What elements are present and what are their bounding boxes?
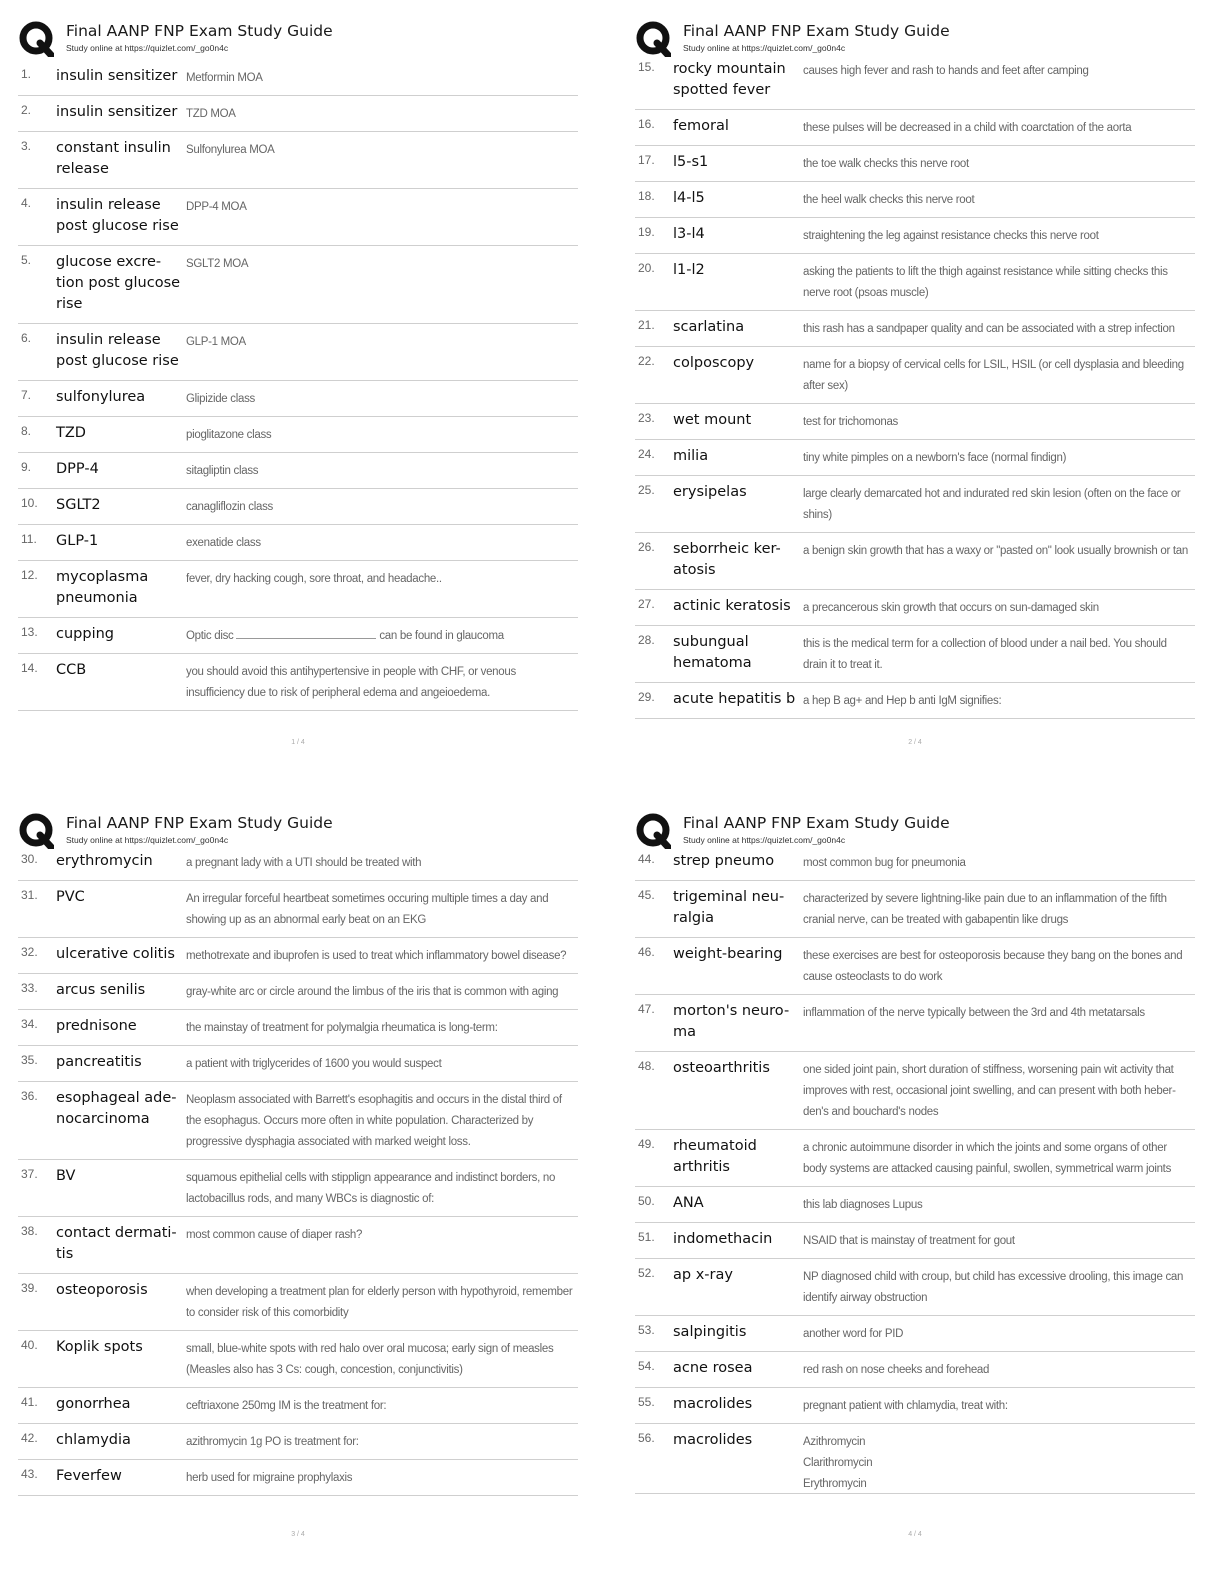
card-term: trigeminal neu-ralgia bbox=[673, 889, 785, 926]
card-term: rocky mountain spotted fever bbox=[673, 61, 786, 98]
card-term: Feverfew bbox=[56, 1468, 122, 1484]
quizlet-logo-icon bbox=[18, 813, 54, 849]
flashcard-row bbox=[18, 1331, 578, 1388]
document-title: Final AANP FNP Exam Study Guide bbox=[66, 22, 333, 40]
card-definition: a patient with triglycerides of 1600 you would suspect bbox=[186, 1058, 442, 1070]
card-definition: Neoplasm associated with Barrett's esophagitis and occurs in the distal third of the esophagus. Occurs more often in white population. Characterized by progressive dysphagia associated with marked weight loss. bbox=[186, 1094, 562, 1148]
card-number: 36. bbox=[21, 1089, 38, 1103]
card-term: insulin release post glucose rise bbox=[56, 332, 179, 369]
card-definition: causes high fever and rash to hands and feet after camping bbox=[803, 65, 1089, 77]
card-definition: one sided joint pain, short duration of stiffness, worsening pain wit activity that improves with rest, occasional joint swelling, and can present with both heber-den's and bouchard's nodes bbox=[803, 1064, 1176, 1118]
page-number-1: 1 / 4 bbox=[291, 739, 305, 746]
card-term: macrolides bbox=[673, 1396, 753, 1412]
card-number: 21. bbox=[638, 318, 655, 332]
card-number: 1. bbox=[21, 67, 32, 81]
flashcard-row bbox=[635, 1130, 1195, 1187]
card-number: 10. bbox=[21, 496, 38, 510]
card-number: 53. bbox=[638, 1323, 655, 1337]
card-number: 5. bbox=[21, 253, 32, 267]
card-number: 2. bbox=[21, 103, 32, 117]
card-definition: inflammation of the nerve typically between the 3rd and 4th metatarsals bbox=[803, 1007, 1145, 1019]
card-term: ap x-ray bbox=[673, 1267, 733, 1283]
flashcard-row bbox=[18, 974, 578, 1010]
card-definition: these exercises are best for osteoporosis because they bang on the bones and cause osteoclasts to do work bbox=[803, 950, 1183, 983]
flashcard-row bbox=[18, 845, 578, 881]
card-number: 14. bbox=[21, 661, 38, 675]
flashcard-row bbox=[635, 440, 1195, 476]
study-guide-page-1 bbox=[18, 20, 580, 699]
flashcard-row bbox=[635, 1388, 1195, 1424]
card-term: l1-l2 bbox=[673, 262, 705, 278]
page-number-2: 2 / 4 bbox=[908, 739, 922, 746]
card-definition: Metformin MOA bbox=[186, 72, 263, 84]
card-number: 44. bbox=[638, 852, 655, 866]
document-subtitle: Study online at https://quizlet.com/_go0n4c bbox=[683, 43, 846, 53]
study-guide-page-2 bbox=[635, 20, 1197, 707]
flashcard-list bbox=[635, 53, 1195, 719]
card-term: femoral bbox=[673, 118, 729, 134]
card-definition: test for trichomonas bbox=[803, 416, 898, 428]
card-term: mycoplasma pneumonia bbox=[56, 569, 149, 606]
flashcard-row bbox=[635, 1187, 1195, 1223]
study-guide-page-3 bbox=[18, 812, 580, 1484]
card-definition: NP diagnosed child with croup, but child has excessive drooling, this image can identify airway obstruction bbox=[803, 1271, 1184, 1304]
card-definition: SGLT2 MOA bbox=[186, 258, 249, 270]
card-number: 6. bbox=[21, 331, 32, 345]
card-term: esophageal ade-nocarcinoma bbox=[56, 1090, 177, 1127]
card-term: sulfonylurea bbox=[56, 389, 146, 405]
card-definition: straightening the leg against resistance checks this nerve root bbox=[803, 230, 1099, 242]
flashcard-row bbox=[18, 1160, 578, 1217]
card-definition: tiny white pimples on a newborn's face (normal findign) bbox=[803, 452, 1067, 464]
card-term: macrolides bbox=[673, 1432, 753, 1448]
flashcard-row bbox=[635, 683, 1195, 719]
flashcard-row bbox=[18, 1424, 578, 1460]
card-definition: most common bug for pneumonia bbox=[803, 857, 966, 869]
card-number: 19. bbox=[638, 225, 655, 239]
document-title: Final AANP FNP Exam Study Guide bbox=[66, 814, 333, 832]
document-subtitle: Study online at https://quizlet.com/_go0n4c bbox=[66, 835, 229, 845]
card-definition: An irregular forceful heartbeat sometimes occuring multiple times a day and showing up as an abnormal early beat on an EKG bbox=[186, 893, 549, 926]
card-definition: methotrexate and ibuprofen is used to treat which inflammatory bowel disease? bbox=[186, 950, 567, 962]
flashcard-list bbox=[18, 845, 578, 1496]
card-number: 46. bbox=[638, 945, 655, 959]
card-definition: large clearly demarcated hot and indurated red skin lesion (often on the face or shins) bbox=[803, 488, 1181, 521]
definition-text-after: can be found in glaucoma bbox=[379, 630, 504, 642]
card-term: indomethacin bbox=[673, 1231, 773, 1247]
card-definition: NSAID that is mainstay of treatment for gout bbox=[803, 1235, 1015, 1247]
card-term: CCB bbox=[56, 662, 87, 678]
card-definition: TZD MOA bbox=[186, 108, 236, 120]
card-number: 35. bbox=[21, 1053, 38, 1067]
flashcard-row bbox=[635, 1424, 1195, 1494]
flashcard-row bbox=[635, 995, 1195, 1052]
flashcard-row bbox=[635, 1316, 1195, 1352]
card-definition: asking the patients to lift the thigh against resistance while sitting checks this nerve root (psoas muscle) bbox=[803, 266, 1168, 299]
card-number: 50. bbox=[638, 1194, 655, 1208]
card-term: l4-l5 bbox=[673, 190, 705, 206]
card-number: 17. bbox=[638, 153, 655, 167]
flashcard-row bbox=[18, 1274, 578, 1331]
flashcard-row bbox=[635, 218, 1195, 254]
document-subtitle: Study online at https://quizlet.com/_go0n4c bbox=[66, 43, 229, 53]
flashcard-row bbox=[635, 626, 1195, 683]
document-title: Final AANP FNP Exam Study Guide bbox=[683, 22, 950, 40]
card-term: seborrheic ker-atosis bbox=[673, 541, 781, 578]
card-term: GLP-1 bbox=[56, 533, 99, 549]
card-term: wet mount bbox=[673, 412, 752, 428]
card-definition: small, blue-white spots with red halo over oral mucosa; early sign of measles (Measles also has 3 Cs: cough, concestion, conjunctivitis) bbox=[186, 1343, 554, 1376]
flashcard-list bbox=[635, 845, 1195, 1494]
card-number: 23. bbox=[638, 411, 655, 425]
flashcard-row bbox=[635, 404, 1195, 440]
card-term: strep pneumo bbox=[673, 853, 775, 869]
card-number: 48. bbox=[638, 1059, 655, 1073]
card-number: 31. bbox=[21, 888, 38, 902]
card-definition: this rash has a sandpaper quality and can be associated with a strep infection bbox=[803, 323, 1175, 335]
card-term: osteoporosis bbox=[56, 1282, 148, 1298]
card-number: 34. bbox=[21, 1017, 38, 1031]
card-number: 32. bbox=[21, 945, 38, 959]
flashcard-row bbox=[18, 132, 578, 189]
card-definition: the toe walk checks this nerve root bbox=[803, 158, 969, 170]
card-definition: gray-white arc or circle around the limbus of the iris that is common with aging bbox=[186, 986, 559, 998]
card-definition: these pulses will be decreased in a child with coarctation of the aorta bbox=[803, 122, 1132, 134]
card-definition: fever, dry hacking cough, sore throat, and headache.. bbox=[186, 573, 442, 585]
card-definition: when developing a treatment plan for elderly person with hypothyroid, remember to consider risk of this comorbidity bbox=[186, 1286, 573, 1319]
card-number: 13. bbox=[21, 625, 38, 639]
card-number: 39. bbox=[21, 1281, 38, 1295]
flashcard-row bbox=[635, 1259, 1195, 1316]
flashcard-row bbox=[635, 1052, 1195, 1130]
card-number: 55. bbox=[638, 1395, 655, 1409]
flashcard-row bbox=[18, 246, 578, 324]
card-definition: pioglitazone class bbox=[186, 429, 272, 441]
flashcard-row bbox=[18, 525, 578, 561]
card-term: ANA bbox=[673, 1195, 704, 1211]
card-term: erysipelas bbox=[673, 484, 747, 500]
card-number: 28. bbox=[638, 633, 655, 647]
card-term: ulcerative colitis bbox=[56, 946, 175, 962]
card-number: 45. bbox=[638, 888, 655, 902]
flashcard-row bbox=[635, 881, 1195, 938]
card-number: 12. bbox=[21, 568, 38, 582]
flashcard-row bbox=[18, 453, 578, 489]
card-term: BV bbox=[56, 1168, 76, 1184]
flashcard-row bbox=[635, 53, 1195, 110]
card-term: morton's neuro-ma bbox=[673, 1003, 790, 1040]
definition-text-before: Optic disc bbox=[186, 630, 234, 642]
card-term: acute hepatitis b bbox=[673, 691, 796, 707]
flashcard-row bbox=[18, 189, 578, 246]
flashcard-row bbox=[635, 311, 1195, 347]
card-definition: you should avoid this antihypertensive in people with CHF, or venous insufficiency due to risk of peripheral edema and angeioedema. bbox=[186, 666, 516, 699]
flashcard-row bbox=[18, 489, 578, 525]
page-number-3: 3 / 4 bbox=[291, 1531, 305, 1538]
card-number: 52. bbox=[638, 1266, 655, 1280]
flashcard-list bbox=[18, 60, 578, 711]
card-definition: the heel walk checks this nerve root bbox=[803, 194, 975, 206]
card-term: insulin release post glucose rise bbox=[56, 197, 179, 234]
card-definition: a precancerous skin growth that occurs on sun-damaged skin bbox=[803, 602, 1099, 614]
flashcard-row bbox=[635, 590, 1195, 626]
document-subtitle: Study online at https://quizlet.com/_go0n4c bbox=[683, 835, 846, 845]
flashcard-row bbox=[18, 324, 578, 381]
card-term: prednisone bbox=[56, 1018, 137, 1034]
flashcard-row bbox=[635, 476, 1195, 533]
card-term: l5-s1 bbox=[673, 154, 709, 170]
card-term: TZD bbox=[56, 425, 86, 441]
card-number: 33. bbox=[21, 981, 38, 995]
card-definition: characterized by severe lightning-like pain due to an inflammation of the fifth cranial nerve, can be treated with gabapentin like drugs bbox=[803, 893, 1167, 926]
card-term: actinic keratosis bbox=[673, 598, 791, 614]
flashcard-row bbox=[18, 561, 578, 618]
card-definition: red rash on nose cheeks and forehead bbox=[803, 1364, 990, 1376]
card-term: cupping bbox=[56, 626, 114, 642]
card-number: 24. bbox=[638, 447, 655, 461]
page-header bbox=[18, 20, 580, 60]
card-number: 42. bbox=[21, 1431, 38, 1445]
card-term: acne rosea bbox=[673, 1360, 753, 1376]
card-term: rheumatoid arthritis bbox=[673, 1138, 757, 1175]
card-term: arcus senilis bbox=[56, 982, 146, 998]
card-number: 54. bbox=[638, 1359, 655, 1373]
card-term: constant insulin release bbox=[56, 140, 171, 177]
card-definition: a chronic autoimmune disorder in which the joints and some organs of other body systems are attacked causing painful, swollen, symmetrical warm joints bbox=[803, 1142, 1172, 1175]
card-term: osteoarthritis bbox=[673, 1060, 770, 1076]
flashcard-row bbox=[18, 1010, 578, 1046]
card-definition: most common cause of diaper rash? bbox=[186, 1229, 363, 1241]
card-term: scarlatina bbox=[673, 319, 745, 335]
card-definition: azithromycin 1g PO is treatment for: bbox=[186, 1436, 359, 1448]
card-definition: this is the medical term for a collection of blood under a nail bed. You should drain it to treat it. bbox=[803, 638, 1167, 671]
card-term: chlamydia bbox=[56, 1432, 131, 1448]
flashcard-row bbox=[18, 654, 578, 711]
card-definition: a pregnant lady with a UTI should be treated with bbox=[186, 857, 422, 869]
card-number: 37. bbox=[21, 1167, 38, 1181]
study-guide-page-4 bbox=[635, 812, 1197, 1490]
flashcard-row bbox=[18, 1082, 578, 1160]
flashcard-row bbox=[18, 417, 578, 453]
flashcard-row bbox=[18, 381, 578, 417]
card-number: 20. bbox=[638, 261, 655, 275]
card-definition: the mainstay of treatment for polymalgia rheumatica is long-term: bbox=[186, 1022, 498, 1034]
flashcard-row bbox=[635, 254, 1195, 311]
flashcard-row bbox=[635, 938, 1195, 995]
flashcard-row bbox=[635, 1223, 1195, 1259]
card-definition: exenatide class bbox=[186, 537, 261, 549]
quizlet-logo-icon bbox=[635, 21, 671, 57]
flashcard-row bbox=[18, 1046, 578, 1082]
card-definition: a hep B ag+ and Hep b anti IgM signifies: bbox=[803, 695, 1002, 707]
card-number: 22. bbox=[638, 354, 655, 368]
card-number: 41. bbox=[21, 1395, 38, 1409]
card-number: 7. bbox=[21, 388, 32, 402]
card-number: 15. bbox=[638, 60, 655, 74]
card-definition: ceftriaxone 250mg IM is the treatment for: bbox=[186, 1400, 387, 1412]
flashcard-row bbox=[18, 881, 578, 938]
card-number: 49. bbox=[638, 1137, 655, 1151]
quizlet-logo-icon bbox=[18, 21, 54, 57]
card-number: 11. bbox=[21, 532, 37, 546]
card-term: SGLT2 bbox=[56, 497, 101, 513]
card-number: 8. bbox=[21, 424, 32, 438]
card-term: subungual hematoma bbox=[673, 634, 752, 671]
document-title: Final AANP FNP Exam Study Guide bbox=[683, 814, 950, 832]
card-number: 40. bbox=[21, 1338, 38, 1352]
card-number: 4. bbox=[21, 196, 32, 210]
card-number: 16. bbox=[638, 117, 655, 131]
card-definition: Sulfonylurea MOA bbox=[186, 144, 275, 156]
card-definition bbox=[186, 626, 576, 647]
card-definition: GLP-1 MOA bbox=[186, 336, 246, 348]
card-number: 38. bbox=[21, 1224, 38, 1238]
card-term: pancreatitis bbox=[56, 1054, 142, 1070]
flashcard-row bbox=[635, 1352, 1195, 1388]
card-term: Koplik spots bbox=[56, 1339, 143, 1355]
card-term: salpingitis bbox=[673, 1324, 747, 1340]
card-number: 3. bbox=[21, 139, 32, 153]
card-definition: another word for PID bbox=[803, 1328, 904, 1340]
card-number: 9. bbox=[21, 460, 32, 474]
card-definition: Azithromycin Clarithromycin Erythromycin bbox=[803, 1436, 873, 1490]
quizlet-logo-icon bbox=[635, 813, 671, 849]
card-term: colposcopy bbox=[673, 355, 755, 371]
card-definition: sitagliptin class bbox=[186, 465, 259, 477]
card-definition: canagliflozin class bbox=[186, 501, 273, 513]
card-term: glucose excre-tion post glucose rise bbox=[56, 254, 181, 312]
flashcard-row bbox=[18, 938, 578, 974]
fill-in-blank bbox=[236, 626, 376, 639]
card-term: l3-l4 bbox=[673, 226, 705, 242]
card-number: 25. bbox=[638, 483, 655, 497]
card-definition: pregnant patient with chlamydia, treat with: bbox=[803, 1400, 1008, 1412]
card-number: 56. bbox=[638, 1431, 655, 1445]
card-number: 47. bbox=[638, 1002, 655, 1016]
flashcard-row bbox=[635, 182, 1195, 218]
flashcard-row bbox=[18, 60, 578, 96]
flashcard-row bbox=[18, 1388, 578, 1424]
card-definition: herb used for migraine prophylaxis bbox=[186, 1472, 353, 1484]
card-definition: Glipizide class bbox=[186, 393, 255, 405]
card-term: gonorrhea bbox=[56, 1396, 131, 1412]
page-number-4: 4 / 4 bbox=[908, 1531, 922, 1538]
card-term: PVC bbox=[56, 889, 85, 905]
card-term: insulin sensitizer bbox=[56, 68, 178, 84]
card-number: 26. bbox=[638, 540, 655, 554]
flashcard-row bbox=[18, 1217, 578, 1274]
card-number: 18. bbox=[638, 189, 655, 203]
card-term: contact dermati-tis bbox=[56, 1225, 177, 1262]
flashcard-row bbox=[635, 110, 1195, 146]
flashcard-row bbox=[18, 96, 578, 132]
card-term: erythromycin bbox=[56, 853, 153, 869]
card-number: 30. bbox=[21, 852, 38, 866]
card-number: 51. bbox=[638, 1230, 655, 1244]
card-definition: a benign skin growth that has a waxy or "pasted on" look usually brownish or tan bbox=[803, 545, 1188, 557]
flashcard-row bbox=[18, 618, 578, 654]
flashcard-row bbox=[635, 533, 1195, 590]
card-term: milia bbox=[673, 448, 709, 464]
flashcard-row bbox=[18, 1460, 578, 1496]
flashcard-row bbox=[635, 845, 1195, 881]
card-definition: DPP-4 MOA bbox=[186, 201, 247, 213]
flashcard-row bbox=[635, 146, 1195, 182]
card-definition: name for a biopsy of cervical cells for LSIL, HSIL (or cell dysplasia and bleeding after sex) bbox=[803, 359, 1184, 392]
card-term: insulin sensitizer bbox=[56, 104, 178, 120]
card-definition: this lab diagnoses Lupus bbox=[803, 1199, 923, 1211]
flashcard-row bbox=[635, 347, 1195, 404]
card-number: 43. bbox=[21, 1467, 38, 1481]
card-term: weight-bearing bbox=[673, 946, 783, 962]
card-term: DPP-4 bbox=[56, 461, 99, 477]
card-number: 29. bbox=[638, 690, 655, 704]
card-definition: squamous epithelial cells with stipplign appearance and indistinct borders, no lactobacillus rods, and many WBCs is diagnostic of: bbox=[186, 1172, 556, 1205]
card-number: 27. bbox=[638, 597, 655, 611]
